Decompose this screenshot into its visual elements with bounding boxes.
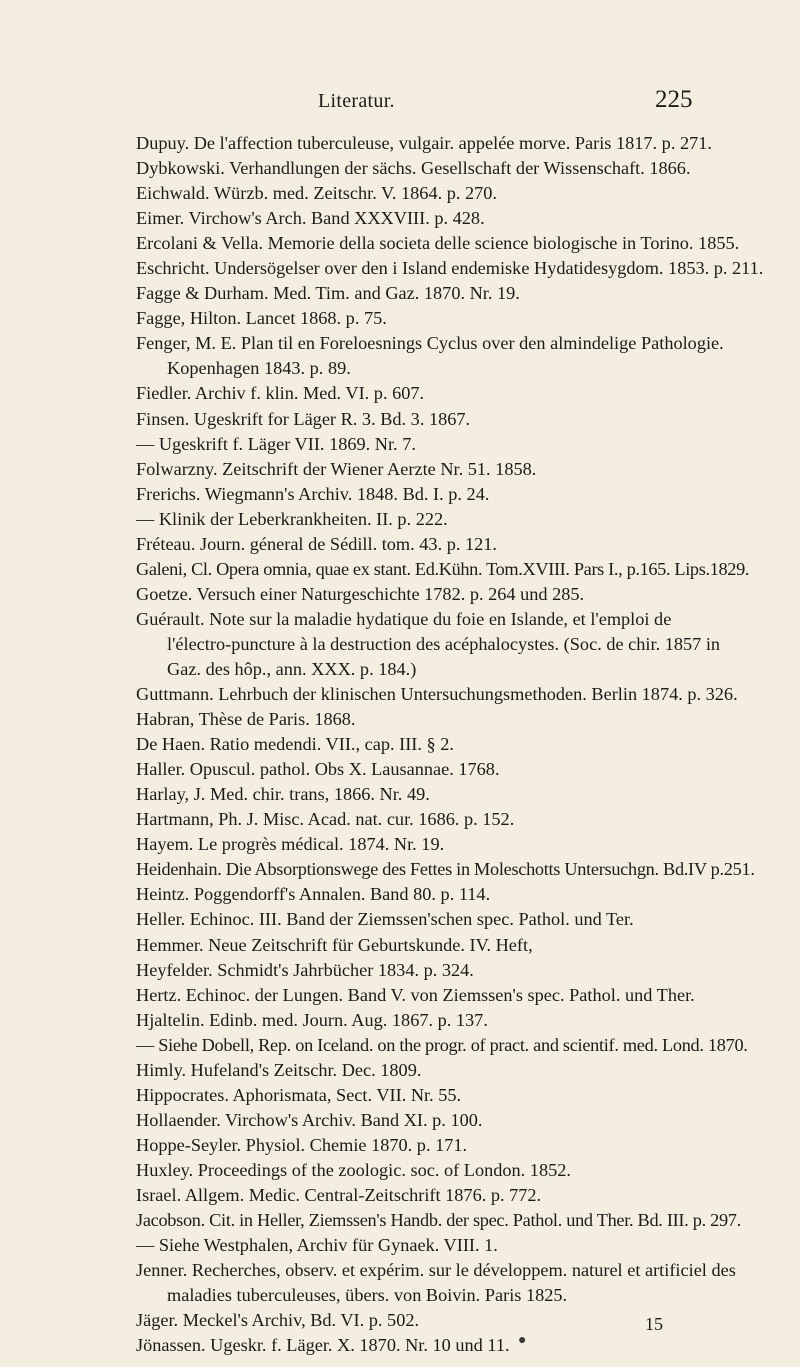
running-header (0, 86, 800, 116)
bibliography-entry: Hippocrates. Aphorismata, Sect. VII. Nr. 55. (136, 1084, 462, 1105)
bibliography-entry: Fagge & Durham. Med. Tim. and Gaz. 1870. Nr. 19. (136, 283, 520, 304)
bibliography-entry: Fréteau. Journ. géneral de Sédill. tom. 43. p. 121. (136, 533, 497, 554)
signature-mark: 15 (645, 1314, 663, 1334)
bibliography-entry: Hertz. Echinoc. der Lungen. Band V. von Ziemssen's spec. Pathol. und Ther. (136, 984, 695, 1005)
bibliography-entry: Harlay, J. Med. chir. trans, 1866. Nr. 49. (136, 784, 430, 805)
bibliography-entry: Finsen. Ugeskrift for Läger R. 3. Bd. 3. 1867. (136, 408, 471, 429)
bibliography-entry: Haller. Opuscul. pathol. Obs X. Lausannae. 1768. (136, 759, 500, 780)
bibliography-entry: — Klinik der Leberkrankheiten. II. p. 222. (136, 508, 448, 529)
bibliography-entry: — Siehe Dobell, Rep. on Iceland. on the progr. of pract. and scientif. med. Lond. 1870. (136, 1034, 748, 1055)
bibliography-entry: Fagge, Hilton. Lancet 1868. p. 75. (136, 308, 387, 329)
page-number: 225 (655, 86, 693, 113)
bibliography-entry: Himly. Hufeland's Zeitschr. Dec. 1809. (136, 1059, 422, 1080)
bibliography-entry: Eimer. Virchow's Arch. Band XXXVIII. p. 428. (136, 208, 485, 229)
bibliography-entry: Frerichs. Wiegmann's Archiv. 1848. Bd. I. p. 24. (136, 483, 490, 504)
bibliography-entry: Hoppe-Seyler. Physiol. Chemie 1870. p. 171. (136, 1134, 468, 1155)
bibliography-entry: Huxley. Proceedings of the zoologic. soc. of London. 1852. (136, 1159, 571, 1180)
bibliography-entry: Heyfelder. Schmidt's Jahrbücher 1834. p. 324. (136, 959, 474, 980)
bibliography-entry: Dupuy. De l'affection tuberculeuse, vulgair. appelée morve. Paris 1817. p. 271. (136, 133, 712, 153)
bibliography-entry: Heidenhain. Die Absorptionswege des Fettes in Moleschotts Untersuchgn. Bd.IV p.251. (136, 859, 755, 880)
bibliography-entry: — Ugeskrift f. Läger VII. 1869. Nr. 7. (136, 433, 416, 454)
bibliography-entry: Hjaltelin. Edinb. med. Journ. Aug. 1867. p. 137. (136, 1009, 488, 1030)
bibliography-entry: Israel. Allgem. Medic. Central-Zeitschrift 1876. p. 772. (136, 1184, 542, 1205)
bibliography-entry: Jönassen. Ugeskr. f. Läger. X. 1870. Nr. 10 und 11. (136, 1335, 510, 1356)
bibliography-list (136, 131, 764, 1358)
bibliography-entry: De Haen. Ratio medendi. VII., cap. III. § 2. (136, 734, 454, 755)
bibliography-entry: Galeni, Cl. Opera omnia, quae ex stant. Ed.Kühn. Tom.XVIII. Pars I., p.165. Lips.1829. (136, 558, 750, 579)
bibliography-entry: Dybkowski. Verhandlungen der sächs. Gesellschaft der Wissenschaft. 1866. (136, 158, 691, 179)
bibliography-entry: — Siehe Westphalen, Archiv für Gynaek. VIII. 1. (136, 1235, 498, 1256)
bibliography-entry: Eschricht. Undersögelser over den i Island endemiske Hydatidesygdom. 1853. p. 211. (136, 258, 764, 279)
bibliography-entry: Hayem. Le progrès médical. 1874. Nr. 19. (136, 834, 445, 855)
bibliography-entry: Ercolani & Vella. Memorie della societa delle science biologische in Torino. 1855. (136, 233, 740, 254)
bibliography-entry: Hemmer. Neue Zeitschrift für Geburtskunde. IV. Heft, (136, 934, 533, 955)
bibliography-entry: Jenner. Recherches, observ. et expérim. sur le développem. naturel et artificiel des maladies tuberculeuses, übers. von Boivin. Paris 1825. (136, 1260, 736, 1306)
bibliography-entry: Hollaender. Virchow's Archiv. Band XI. p. 100. (136, 1109, 483, 1130)
bibliography-entry: Heintz. Poggendorff's Annalen. Band 80. p. 114. (136, 884, 491, 905)
bibliography-entry: Guérault. Note sur la maladie hydatique du foie en Islande, et l'emploi de l'électro-puncture à la destruction des acéphalocystes. (Soc. de chir. 1857 in Gaz. des hôp., ann. XXX. p. 184.) (136, 608, 721, 679)
bibliography-entry: Goetze. Versuch einer Naturgeschichte 1782. p. 264 und 285. (136, 583, 585, 604)
bibliography-entry: Habran, Thèse de Paris. 1868. (136, 709, 356, 730)
ink-dot-mark: ● (518, 1333, 527, 1348)
bibliography-entry: Folwarzny. Zeitschrift der Wiener Aerzte Nr. 51. 1858. (136, 458, 537, 479)
running-title: Literatur. (318, 90, 395, 112)
bibliography-entry: Eichwald. Würzb. med. Zeitschr. V. 1864. p. 270. (136, 183, 497, 204)
bibliography-entry: Heller. Echinoc. III. Band der Ziemssen'schen spec. Pathol. und Ter. (136, 909, 634, 930)
bibliography-entry: Hartmann, Ph. J. Misc. Acad. nat. cur. 1686. p. 152. (136, 809, 515, 830)
bibliography-entry: Guttmann. Lehrbuch der klinischen Untersuchungsmethoden. Berlin 1874. p. 326. (136, 684, 738, 705)
bibliography-entry: Fenger, M. E. Plan til en Foreloesnings Cyclus over den almindelige Pathologie. Kopenhagen 1843. p. 89. (136, 333, 724, 379)
bibliography-entry: Fiedler. Archiv f. klin. Med. VI. p. 607. (136, 383, 425, 404)
bibliography-entry: Jäger. Meckel's Archiv, Bd. VI. p. 502. (136, 1310, 420, 1331)
bibliography-entry: Jacobson. Cit. in Heller, Ziemssen's Handb. der spec. Pathol. und Ther. Bd. III. p. 297. (136, 1210, 741, 1231)
